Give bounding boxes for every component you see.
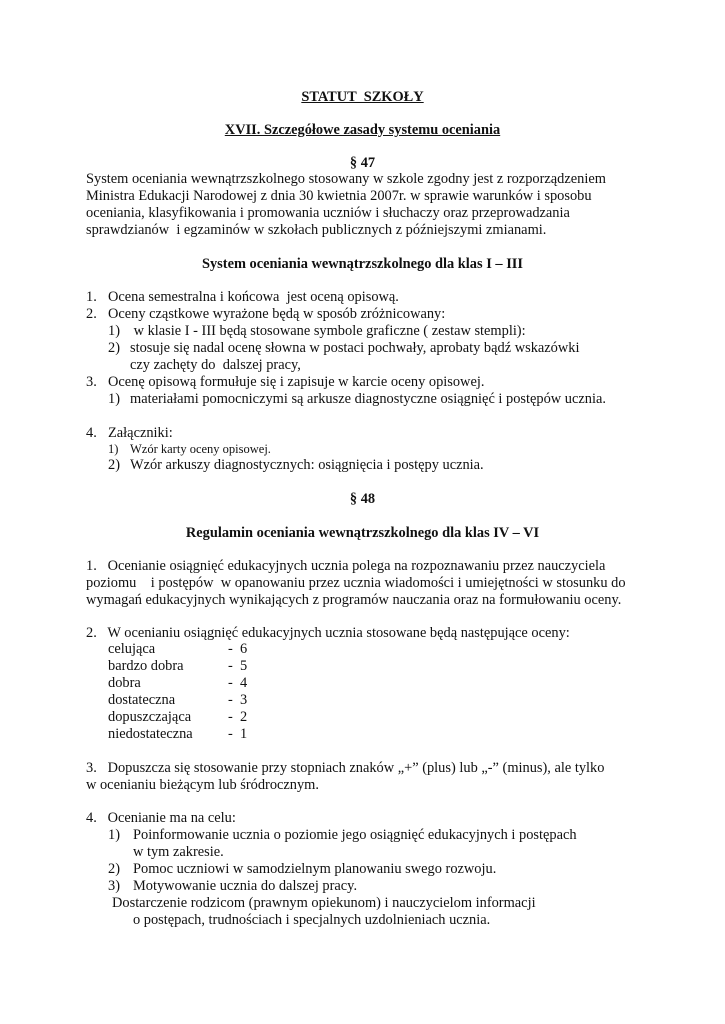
paragraph-line: w ocenianiu bieżącym lub śródrocznym. xyxy=(86,777,319,793)
grade-value: - 5 xyxy=(228,658,248,674)
closing-line: o postępach, trudnościach i specjalnych uzdolnieniach ucznia. xyxy=(133,912,491,928)
goal-number: 2) xyxy=(108,861,120,877)
sublist-item-text: stosuje się nadal ocenę słowna w postaci pochwały, aprobaty bądź wskazówki xyxy=(130,340,580,356)
grade-value: - 1 xyxy=(228,726,248,742)
intro-line: Ministra Edukacji Narodowej z dnia 30 kwietnia 2007r. w sprawie warunków i sposobu xyxy=(86,188,592,204)
list-item-text: Ocena semestralna i końcowa jest oceną opisową. xyxy=(108,289,399,305)
section-47-heading: § 47 xyxy=(349,155,376,171)
paragraph-line: wymagań edukacyjnych wynikających z programów nauczania oraz na formułowaniu oceny. xyxy=(86,592,622,608)
grade-value: - 3 xyxy=(228,692,248,708)
goal-number: 3) xyxy=(108,878,120,894)
paragraph-line: 3. Dopuszcza się stosowanie przy stopniach znaków „+” (plus) lub „-” (minus), ale tylko xyxy=(86,760,605,776)
closing-line: Dostarczenie rodzicom (prawnym opiekunom) i nauczycielom informacji xyxy=(112,895,536,911)
paragraph-line: 1. Ocenianie osiągnięć edukacyjnych ucznia polega na rozpoznawaniu przez nauczyciela xyxy=(86,558,606,574)
sublist-item-text: w klasie I - III będą stosowane symbole graficzne ( zestaw stempli): xyxy=(130,323,526,339)
paragraph-line: 4. Ocenianie ma na celu: xyxy=(86,810,236,826)
list-item-number: 4. xyxy=(86,425,97,441)
goal-text: Poinformowanie ucznia o poziomie jego osiągnięć edukacyjnych i postępach xyxy=(133,827,577,843)
grade-name: dobra xyxy=(108,675,141,691)
sublist-item-text: materiałami pomocniczymi są arkusze diagnostyczne osiągnięć i postępów ucznia. xyxy=(130,391,606,407)
grade-value: - 6 xyxy=(228,641,248,657)
grade-value: - 2 xyxy=(228,709,248,725)
subtitle-classes-1-3: System oceniania wewnątrzszkolnego dla klas I – III xyxy=(201,256,523,272)
sublist-item-number: 1) xyxy=(108,442,119,456)
goal-text: Motywowanie ucznia do dalszej pracy. xyxy=(133,878,358,894)
intro-line: System oceniania wewnątrzszkolnego stosowany w szkole zgodny jest z rozporządzeniem xyxy=(86,171,606,187)
list-item-number: 3. xyxy=(86,374,97,390)
sublist-item-number: 1) xyxy=(108,391,120,407)
goal-continuation: w tym zakresie. xyxy=(133,844,224,860)
grade-name: dopuszczająca xyxy=(108,709,192,725)
grade-name: niedostateczna xyxy=(108,726,193,742)
document-title: STATUT SZKOŁY xyxy=(301,89,424,105)
grade-name: dostateczna xyxy=(108,692,176,708)
sublist-item-number: 2) xyxy=(108,340,120,356)
list-item-text: Ocenę opisową formułuje się i zapisuje w karcie oceny opisowej. xyxy=(108,374,485,390)
list-item-text: Załączniki: xyxy=(108,425,173,441)
goal-text: Pomoc uczniowi w samodzielnym planowaniu swego rozwoju. xyxy=(133,861,497,877)
sublist-item-text: Wzór arkuszy diagnostycznych: osiągnięcia i postępy ucznia. xyxy=(130,457,484,473)
section-48-heading: § 48 xyxy=(349,491,376,507)
intro-line: oceniania, klasyfikowania i promowania uczniów i słuchaczy oraz przeprowadzania xyxy=(86,205,570,221)
sublist-item-number: 2) xyxy=(108,457,120,473)
sublist-item-number: 1) xyxy=(108,323,120,339)
goal-number: 1) xyxy=(108,827,120,843)
sublist-item-continuation: czy zachęty do dalszej pracy, xyxy=(130,357,301,373)
list-item-number: 2. xyxy=(86,306,97,322)
grade-name: bardzo dobra xyxy=(108,658,184,674)
sublist-item-text: Wzór karty oceny opisowej. xyxy=(130,442,271,456)
list-item-number: 1. xyxy=(86,289,97,305)
paragraph-line: 2. W ocenianiu osiągnięć edukacyjnych ucznia stosowane będą następujące oceny: xyxy=(86,625,570,641)
subtitle-classes-4-6: Regulamin oceniania wewnątrzszkolnego dla klas IV – VI xyxy=(185,525,540,541)
chapter-title: XVII. Szczegółowe zasady systemu oceniania xyxy=(224,122,501,138)
grade-name: celująca xyxy=(108,641,156,657)
paragraph-line: poziomu i postępów w opanowaniu przez ucznia wiadomości i umiejętności w stosunku do xyxy=(86,575,626,591)
grade-value: - 4 xyxy=(228,675,248,691)
intro-line: sprawdzianów i egzaminów w szkołach publicznych z późniejszymi zmianami. xyxy=(86,222,547,238)
list-item-text: Oceny cząstkowe wyrażone będą w sposób zróżnicowany: xyxy=(108,306,446,322)
